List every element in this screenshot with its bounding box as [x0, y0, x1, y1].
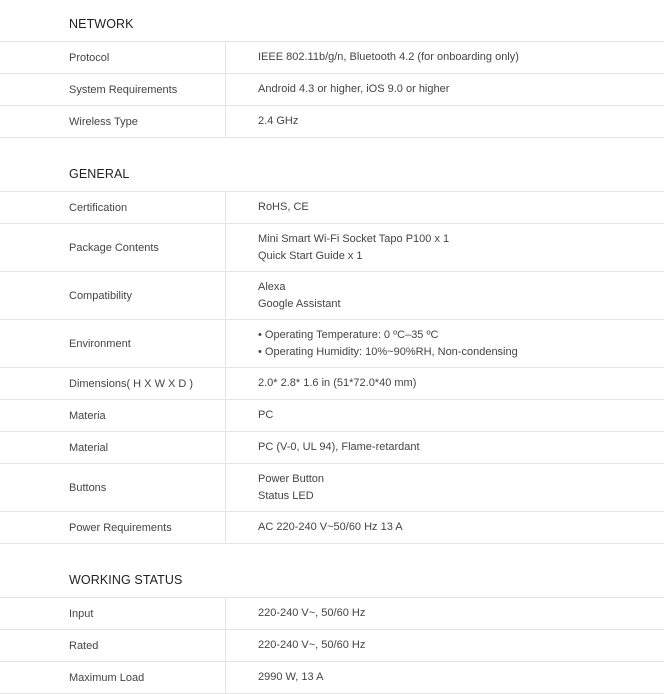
spec-value: [226, 598, 664, 629]
spec-label: Compatibility: [0, 272, 226, 319]
section-title: WORKING STATUS: [0, 556, 664, 598]
section-general: [0, 150, 664, 544]
spec-value: [226, 432, 664, 463]
spec-label: Protocol: [0, 42, 226, 73]
section-network: [0, 0, 664, 138]
spec-value-line: Power Button: [258, 472, 325, 485]
spec-value: [226, 106, 664, 137]
spec-value-line: Mini Smart Wi-Fi Socket Tapo P100 x 1: [258, 232, 450, 245]
spec-label: Environment: [0, 320, 226, 367]
spec-label: Package Contents: [0, 224, 226, 271]
spec-row-material: [0, 432, 664, 464]
spec-value-line: Status LED: [258, 489, 314, 502]
spec-label: Power Requirements: [0, 512, 226, 543]
spec-value: [226, 74, 664, 105]
spec-value-line: 220-240 V~, 50/60 Hz: [258, 639, 366, 651]
spec-value: [226, 224, 664, 271]
spec-value-line: 2990 W, 13 A: [258, 671, 324, 683]
spec-value-line: IEEE 802.11b/g/n, Bluetooth 4.2 (for onboarding only): [258, 51, 519, 63]
section-title: NETWORK: [0, 0, 664, 42]
spec-value-line: PC (V-0, UL 94), Flame-retardant: [258, 441, 420, 453]
spec-value: [226, 630, 664, 661]
spec-value-line: • Operating Humidity: 10%~90%RH, Non-condensing: [258, 345, 518, 358]
spec-row-package-contents: [0, 224, 664, 272]
spec-value: [226, 272, 664, 319]
spec-row-maximum-load: [0, 662, 664, 694]
spec-row-materia: [0, 400, 664, 432]
spec-row-environment: [0, 320, 664, 368]
spec-value-line: PC: [258, 409, 274, 421]
spec-value: [226, 464, 664, 511]
spec-row-wireless-type: [0, 106, 664, 138]
spec-value: [226, 42, 664, 73]
spec-label: System Requirements: [0, 74, 226, 105]
spec-label: Rated: [0, 630, 226, 661]
spec-value-line: Alexa: [258, 280, 286, 293]
section-working-status: [0, 556, 664, 694]
spec-label: Maximum Load: [0, 662, 226, 693]
spec-label: Certification: [0, 192, 226, 223]
spec-row-certification: [0, 192, 664, 224]
spec-value: [226, 400, 664, 431]
spec-value: [226, 368, 664, 399]
spec-row-power-requirements: [0, 512, 664, 544]
spec-label: Dimensions( H X W X D ): [0, 368, 226, 399]
spec-value-line: Android 4.3 or higher, iOS 9.0 or higher: [258, 83, 450, 95]
spec-value-line: • Operating Temperature: 0 ºC–35 ºC: [258, 328, 439, 341]
spec-value-line: 220-240 V~, 50/60 Hz: [258, 607, 366, 619]
section-spacer: [0, 138, 664, 150]
spec-value-line: 2.0* 2.8* 1.6 in (51*72.0*40 mm): [258, 377, 417, 389]
spec-label: Buttons: [0, 464, 226, 511]
spec-row-dimensions: [0, 368, 664, 400]
spec-value: [226, 662, 664, 693]
section-spacer: [0, 544, 664, 556]
spec-value-line: Google Assistant: [258, 297, 341, 310]
spec-value-line: Quick Start Guide x 1: [258, 249, 363, 262]
spec-value: [226, 320, 664, 367]
section-title: GENERAL: [0, 150, 664, 192]
spec-row-buttons: [0, 464, 664, 512]
spec-label: Input: [0, 598, 226, 629]
spec-row-input: [0, 598, 664, 630]
spec-row-protocol: [0, 42, 664, 74]
spec-row-system-requirements: [0, 74, 664, 106]
spec-value-line: RoHS, CE: [258, 201, 309, 213]
spec-label: Wireless Type: [0, 106, 226, 137]
spec-label: Materia: [0, 400, 226, 431]
spec-value-line: 2.4 GHz: [258, 115, 299, 127]
spec-value: [226, 192, 664, 223]
spec-value: [226, 512, 664, 543]
spec-label: Material: [0, 432, 226, 463]
spec-value-line: AC 220-240 V~50/60 Hz 13 A: [258, 521, 403, 533]
spec-row-rated: [0, 630, 664, 662]
spec-row-compatibility: [0, 272, 664, 320]
